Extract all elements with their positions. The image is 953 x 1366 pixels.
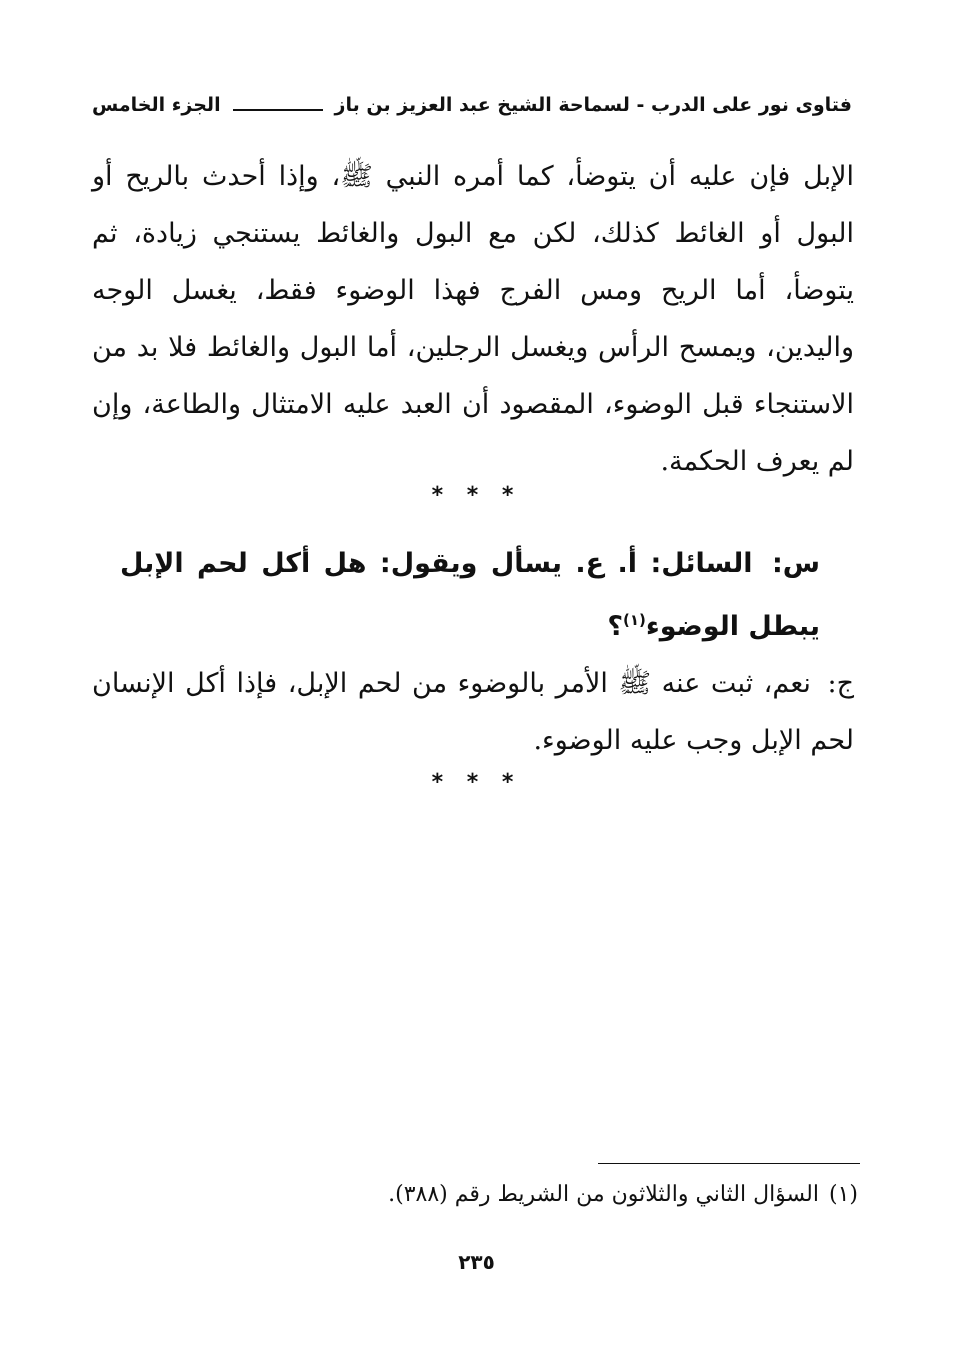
footnote-number: (١) bbox=[828, 1182, 858, 1207]
header-rule bbox=[233, 109, 323, 111]
question-label: س: bbox=[771, 548, 820, 579]
footnote-text: السؤال الثاني والثلاثون من الشريط رقم (٣٨٨). bbox=[388, 1182, 819, 1207]
book-title: فتاوى نور على الدرب - لسماحة الشيخ عبد العزيز بن باز bbox=[334, 94, 852, 116]
question-end: ؟ bbox=[607, 611, 624, 642]
footnote-rule bbox=[598, 1163, 860, 1164]
footnote bbox=[300, 1178, 858, 1212]
answer bbox=[92, 655, 854, 769]
question-text: السائل: أ. ع. يسأل ويقول: هل أكل لحم الإبل يبطل الوضوء bbox=[120, 548, 820, 642]
answer-text: نعم، ثبت عنه ﷺ الأمر بالوضوء من لحم الإبل، فإذا أكل الإنسان لحم الإبل وجب عليه الوضوء. bbox=[92, 668, 854, 756]
answer-label: ج: bbox=[827, 668, 854, 699]
question bbox=[120, 536, 820, 655]
section-separator-end: * * * bbox=[431, 770, 522, 795]
main-paragraph: الإبل فإن عليه أن يتوضأ، كما أمره النبي ﷺ، وإذا أحدث بالريح أو البول أو الغائط كذلك، لكن مع البول والغائط يستنجي زيادة، ثم يتوضأ، أما الريح ومس الفرج فهذا الوضوء فقط، يغسل الوجه واليدين، ويمسح الرأس ويغسل الرجلين، أما البول والغائط فلا بد من الاستنجاء قبل الوضوء، المقصود أن العبد عليه الامتثال والطاعة، وإن لم يعرف الحكمة. bbox=[92, 161, 854, 477]
footnote-reference: (١) bbox=[623, 611, 646, 629]
running-header bbox=[92, 88, 852, 122]
page-number: ٢٣٥ bbox=[458, 1250, 495, 1274]
volume-label: الجزء الخامس bbox=[92, 94, 221, 116]
section-separator: * * * bbox=[431, 483, 522, 508]
